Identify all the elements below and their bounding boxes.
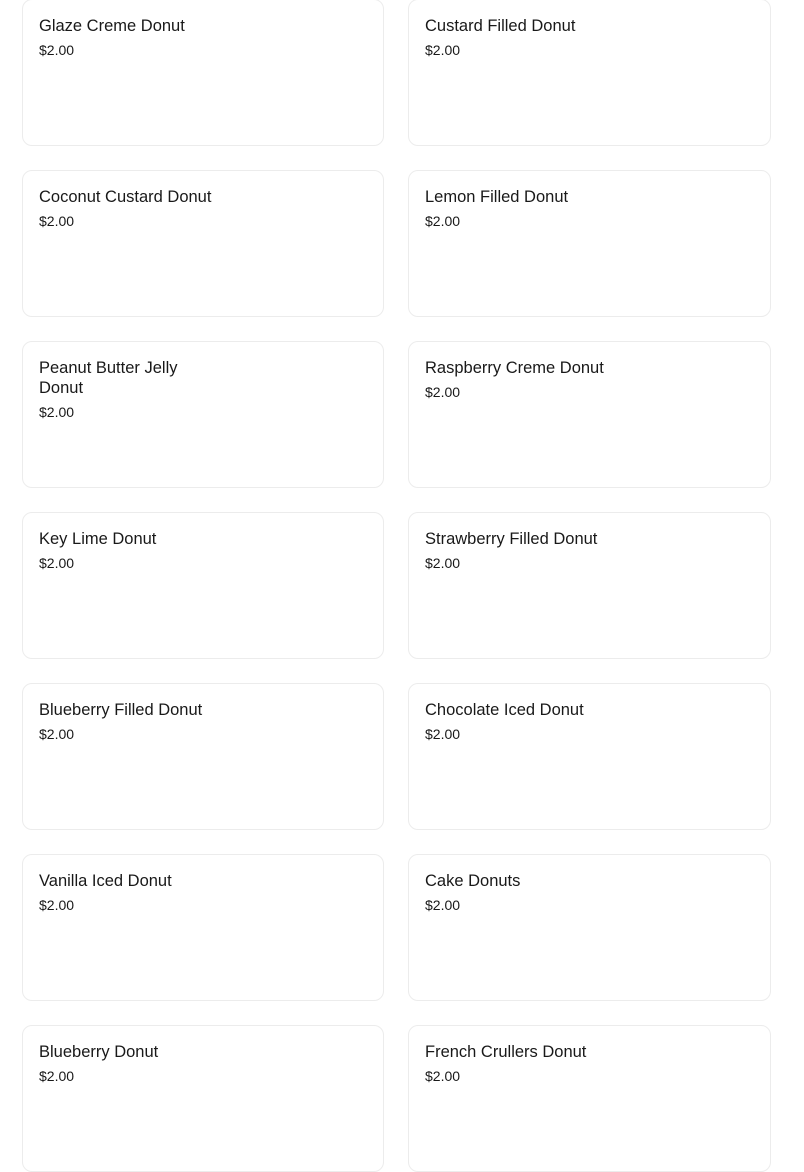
menu-item-card[interactable] [408, 341, 771, 488]
item-name: French Crullers Donut [425, 1043, 587, 1061]
menu-item-card[interactable] [408, 0, 771, 146]
menu-item-card[interactable] [408, 683, 771, 830]
menu-items-grid [22, 0, 771, 1172]
item-name: Cake Donuts [425, 872, 521, 890]
item-name: Strawberry Filled Donut [425, 530, 598, 548]
menu-item-card[interactable] [22, 170, 384, 317]
menu-item-card[interactable] [22, 512, 384, 659]
menu-item-card[interactable] [22, 854, 384, 1001]
menu-item-card[interactable] [22, 341, 384, 488]
menu-item-card[interactable] [408, 170, 771, 317]
menu-item-card[interactable] [22, 1025, 384, 1172]
item-name: Chocolate Iced Donut [425, 701, 584, 719]
item-name: Blueberry Filled Donut [39, 701, 203, 719]
item-price: $2.00 [425, 1068, 461, 1084]
item-price: $2.00 [39, 404, 75, 420]
item-price: $2.00 [39, 213, 75, 229]
item-name: Key Lime Donut [39, 530, 157, 548]
item-price: $2.00 [425, 42, 461, 58]
item-price: $2.00 [425, 213, 461, 229]
item-name: Raspberry Creme Donut [425, 359, 604, 377]
item-name: Blueberry Donut [39, 1043, 159, 1061]
item-price: $2.00 [425, 555, 461, 571]
item-price: $2.00 [39, 897, 75, 913]
item-price: $2.00 [39, 1068, 75, 1084]
item-price: $2.00 [425, 897, 461, 913]
menu-item-card[interactable] [408, 854, 771, 1001]
item-price: $2.00 [39, 42, 75, 58]
item-price: $2.00 [425, 384, 461, 400]
item-price: $2.00 [39, 726, 75, 742]
item-name: Custard Filled Donut [425, 17, 576, 35]
menu-item-card[interactable] [408, 1025, 771, 1172]
item-name: Peanut Butter Jelly Donut [39, 359, 178, 397]
menu-item-card[interactable] [408, 512, 771, 659]
item-price: $2.00 [39, 555, 75, 571]
menu-item-card[interactable] [22, 0, 384, 146]
item-price: $2.00 [425, 726, 461, 742]
menu-item-card[interactable] [22, 683, 384, 830]
item-name: Coconut Custard Donut [39, 188, 212, 206]
item-name: Vanilla Iced Donut [39, 872, 172, 890]
item-name: Glaze Creme Donut [39, 17, 185, 35]
item-name: Lemon Filled Donut [425, 188, 569, 206]
